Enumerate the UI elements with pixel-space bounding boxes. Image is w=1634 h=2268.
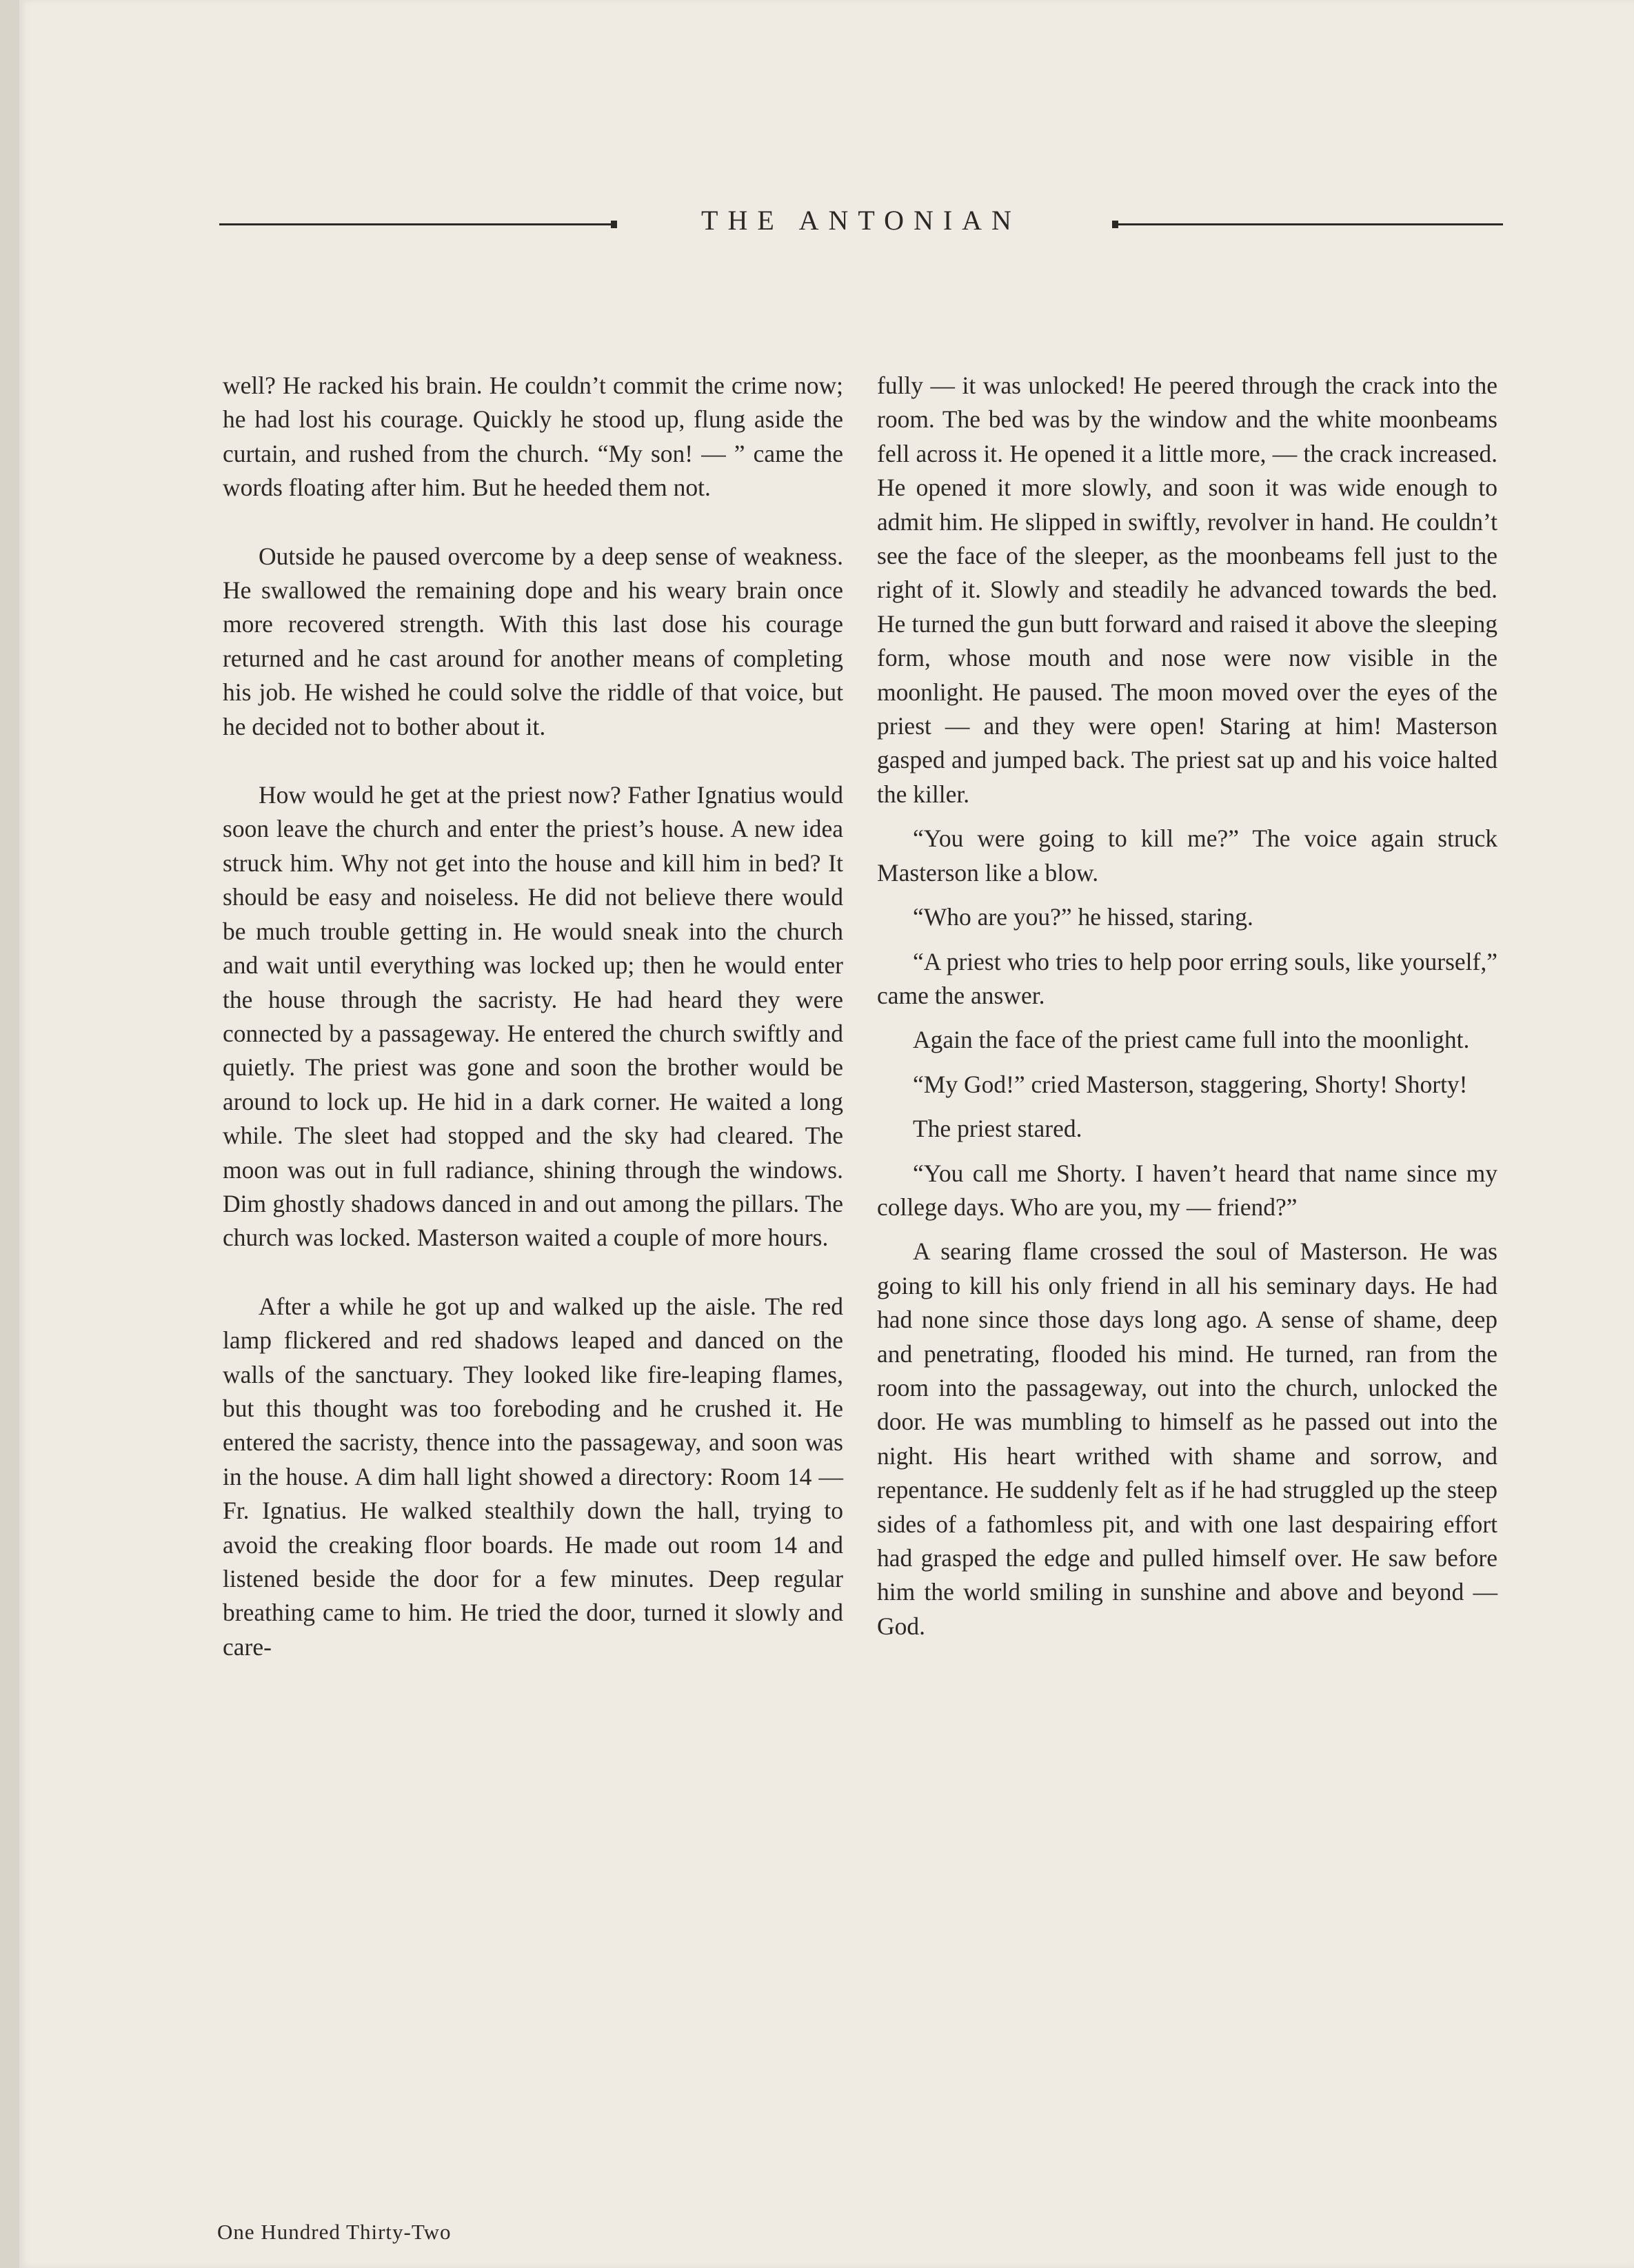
paragraph: well? He racked his brain. He couldn’t commit the crime now; he had lost his courage. Quickly he stood up, flung aside the curtain, and rushed from the church. “My son! — ” came the words floating after him. But he heeded them not. — [223, 372, 843, 502]
paragraph: “My God!” cried Masterson, staggering, Shorty! Shorty! — [913, 1070, 1468, 1098]
paragraph: A searing flame crossed the soul of Masterson. He was going to kill his only friend in all his seminary days. He had had none since those days long ago. A sense of shame, deep and penetrating, flooded his mind. He turned, ran from the room into the passageway, out into the church, unlocked the door. He was mumbling to himself as he passed out into the night. His heart writhed with shame and sorrow, and repentance. He suddenly felt as if he had struggled up the steep sides of a fathomless pit, and with one last despairing effort had grasped the edge and pulled himself over. He saw before him the world smiling in sunshine and above and beyond — God. — [877, 1237, 1497, 1640]
paragraph: “Who are you?” he hissed, staring. — [913, 903, 1253, 931]
paragraph: “A priest who tries to help poor erring souls, like yourself,” came the answer. — [877, 947, 1497, 1009]
paragraph: How would he get at the priest now? Father Ignatius would soon leave the church and enter the priest’s house. A new idea struck him. Why not get into the house and kill him in bed? It should be easy and noiseless. He did not believe there would be much trouble getting in. He would sneak into the church and wait until everything was locked up; then he would enter the house through the sacristy. He had heard they were connected by a passageway. He entered the church swiftly and quietly. The priest was gone and soon the brother would be around to lock up. He hid in a dark corner. He waited a long while. The sleet had stopped and the sky had cleared. The moon was out in full radiance, shining through the windows. Dim ghostly shadows danced in and out among the pillars. The church was locked. Masterson waited a couple of more hours. — [223, 781, 843, 1252]
header-title: THE ANTONIAN — [701, 205, 1021, 236]
page-number-label: One Hundred Thirty-Two — [217, 2220, 452, 2244]
left-column — [223, 369, 843, 1664]
paragraph: After a while he got up and walked up the aisle. The red lamp flickered and red shadows leaped and danced on the walls of the sanctuary. They looked like fire-leaping flames, but this thought was too foreboding and he crushed it. He entered the sacristy, thence into the passageway, and soon was in the house. A dim hall light showed a directory: Room 14 — Fr. Ignatius. He walked stealthily down the hall, trying to avoid the creaking floor boards. He made out room 14 and listened beside the door for a few minutes. Deep regular breathing came to him. He tried the door, turned it slowly and care- — [223, 1292, 843, 1661]
paragraph: Again the face of the priest came full into the moonlight. — [913, 1026, 1470, 1054]
paragraph: “You were going to kill me?” The voice again struck Masterson like a blow. — [877, 824, 1497, 887]
paragraph: “You call me Shorty. I haven’t heard that name since my college days. Who are you, my — friend?” — [877, 1159, 1497, 1221]
header-rule-right — [1117, 223, 1503, 225]
paragraph: fully — it was unlocked! He peered through the crack into the room. The bed was by the window and the white moonbeams fell across it. He opened it a little more, — the crack increased. He opened it more slowly, and soon it was wide enough to admit him. He slipped in swiftly, revolver in hand. He couldn’t see the face of the sleeper, as the moonbeams fell just to the right of it. Slowly and steadily he advanced towards the bed. He turned the gun butt forward and raised it above the sleeping form, whose mouth and nose were now visible in the moonlight. He paused. The moon moved over the eyes of the priest — and they were open! Staring at him! Masterson gasped and jumped back. The priest sat up and his voice halted the killer. — [877, 372, 1497, 808]
running-header — [219, 200, 1503, 241]
paragraph: The priest stared. — [913, 1115, 1082, 1143]
paragraph: Outside he paused overcome by a deep sense of weakness. He swallowed the remaining dope and his weary brain once more recovered strength. With this last dose his courage returned and he cast around for another means of completing his job. He wished he could solve the riddle of that voice, but he decided not to bother about it. — [223, 542, 843, 740]
page-spine-edge — [0, 0, 19, 2268]
right-column — [877, 369, 1497, 1643]
